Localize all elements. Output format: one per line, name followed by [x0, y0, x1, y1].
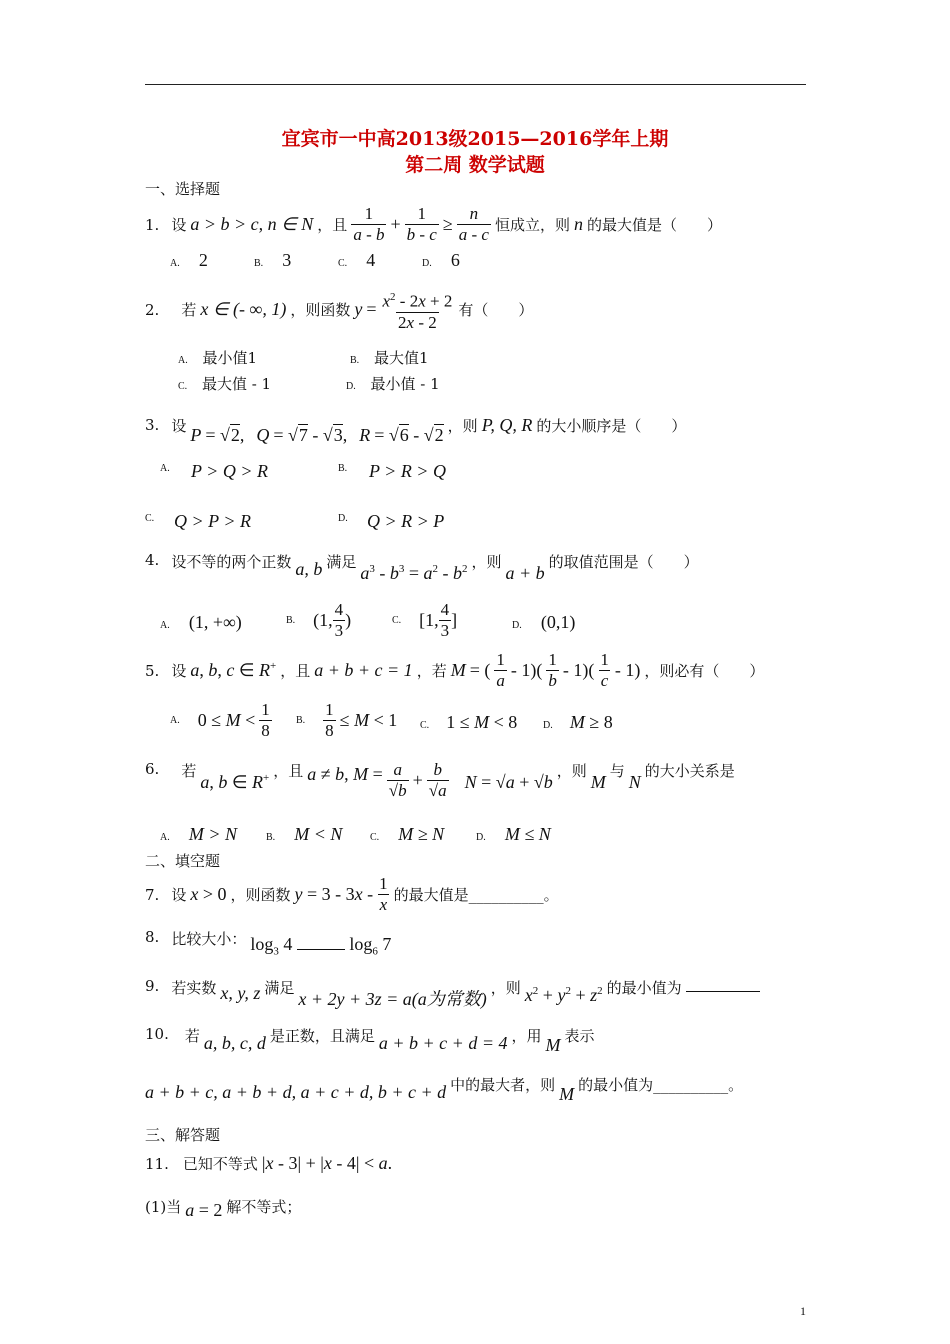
q1-text: ，且 — [317, 216, 348, 234]
q9-text: ，则 — [490, 979, 521, 997]
q2-option-a: A. 最小值1 — [178, 349, 258, 367]
q3-option-b: B. — [338, 463, 348, 474]
q9-equation: x + 2y + 3z = a(a为常数) — [298, 989, 487, 1009]
header-rule — [145, 84, 806, 85]
q11-text: 解不等式； — [226, 1198, 302, 1216]
q6-option-c: C. M ≥ N — [370, 824, 445, 844]
q10-text: 若 — [184, 1027, 200, 1045]
q1-condition: a > b > c, n ∈ N — [190, 214, 314, 234]
q2-option-d: D. 最小值 - 1 — [346, 375, 440, 393]
q8-text: 比较大小： — [171, 930, 247, 948]
question-5: 5. 设 a, b, c ∈ R+ ，且 a + b + c = 1 ，若 M = ( $\frac{1}{a}$ - 1)( $\frac{1}{b}$ - 1)( $\frac{1}{c}$ - 1) ，则必有（ ） — [145, 650, 765, 690]
page-title: 宜宾市一中高2013级2015—2016学年上期 — [281, 128, 669, 150]
q1-text: 的最大值是（ ） — [586, 216, 722, 234]
question-7: 7. 设 x > 0 ，则函数 y = 3 - 3x - $\frac{1}{x}$ 的最大值是__________。 — [145, 874, 559, 914]
q9-text: 满足 — [264, 979, 295, 997]
q1-option-c: C. 4 — [338, 250, 376, 270]
q5-sum: a + b + c = 1 — [314, 660, 413, 680]
q5-option-c: C. 1 ≤ M < 8 — [420, 712, 518, 732]
q5-text: ，则必有（ ） — [644, 662, 765, 680]
q4-apb: a + b — [505, 563, 545, 583]
q1-text: 恒成立，则 — [494, 216, 570, 234]
question-number: 11. — [145, 1154, 169, 1173]
section-fill: 二、填空题 — [145, 852, 221, 870]
q1-fraction-2: $\frac{1}{b - c}$ — [406, 204, 437, 244]
q5-option-b: B. $\frac{1}{8}$ ≤ M < 1 — [296, 700, 398, 740]
section-choice: 一、选择题 — [145, 180, 221, 198]
question-9: 9. 若实数 x, y, z 满足 x + 2y + 3z = a(a为常数) ，则 $x^2 + y^2 + z^2$ 的最小值为 — [145, 977, 760, 1011]
q1-fraction-1: $\frac{1}{a - b}$ — [353, 204, 385, 244]
q6-option-b: B. M < N — [266, 824, 343, 844]
q5-text: ，若 — [416, 662, 447, 680]
q2-condition: x ∈ (- ∞, 1) — [200, 299, 287, 320]
question-8: 8. 比较大小： $\log_3 4$ $\log_6 7$ — [145, 928, 392, 958]
question-number: 7. — [145, 885, 160, 904]
q10-text: 中的最大者，则 — [450, 1076, 556, 1094]
q1-option-d: D. 6 — [422, 250, 460, 270]
q7-text: ，则函数 — [230, 886, 291, 904]
q10-equation: a + b + c + d = 4 — [378, 1033, 508, 1053]
q7-text: 的最大值是__________。 — [393, 886, 559, 904]
question-number: 4. — [145, 551, 160, 569]
q3-text: 的大小顺序是（ ） — [536, 416, 687, 435]
q4-ab: a, b — [295, 559, 323, 579]
page-subtitle: 第二周 数学试题 — [405, 154, 545, 176]
q10-text: 是正数，且满足 — [269, 1027, 375, 1045]
question-number: 3. — [145, 416, 160, 434]
q10-M: M — [559, 1084, 575, 1104]
q2-text: 若 — [181, 301, 197, 320]
question-number: 10. — [145, 1025, 169, 1043]
q1-n: n — [573, 214, 583, 234]
q10-expressions: a + b + c, a + b + d, a + c + d, b + c + d — [145, 1082, 447, 1102]
page-number: 1 — [800, 1304, 806, 1318]
q9-text: 的最小值为 — [606, 979, 682, 997]
q1-text: 设 — [171, 216, 187, 234]
q3-option-d: D. — [338, 513, 348, 524]
q4-text: ，则 — [471, 553, 502, 571]
question-6: 6. 若 a, b ∈ R+ ，且 a ≠ b, M = $\frac{a}{√b}$ + $\frac{b}{√a}$ N = √a + √b ，则 M 与 N 的大小关系是 — [145, 760, 735, 800]
q10-text: ，用 — [511, 1027, 542, 1045]
question-number: 6. — [145, 760, 160, 778]
question-4: 4. 设不等的两个正数 a, b 满足 $a^3 - b^3 = a^2 - b^2$ ，则 a + b 的取值范围是（ ） — [145, 551, 699, 583]
q11-text: (1)当 — [145, 1198, 182, 1216]
q10-abcd: a, b, c, d — [203, 1033, 266, 1053]
q10-M: M — [545, 1035, 561, 1055]
q6-option-d: D. M ≤ N — [476, 824, 551, 844]
q6-text: 的大小关系是 — [644, 762, 735, 780]
q4-option-c: C. [1, $\frac{4}{3}$ ] — [392, 600, 458, 640]
question-number: 2. — [145, 300, 160, 319]
q9-text: 若实数 — [171, 979, 217, 997]
q2-option-b: B. 最大值1 — [350, 349, 429, 367]
question-2: 2. 若 x ∈ (- ∞, 1) ，则函数 y = $\frac{x^2 - 2x + 2}{2x - 2}$ 有（ ） — [145, 287, 533, 333]
question-10 — [145, 1025, 595, 1056]
q3-text: 设 — [171, 416, 187, 435]
q6-text: 若 — [181, 762, 197, 780]
question-number: 9. — [145, 977, 160, 995]
q2-function: $\frac{x^2 - 2x + 2}{2x - 2}$ — [382, 291, 453, 332]
q5-option-a: A. 0 ≤ M < $\frac{1}{8}$ — [170, 700, 270, 740]
q4-option-a: A. (1, +∞) — [160, 612, 242, 632]
q5-text: ，且 — [280, 662, 311, 680]
q6-text: ，且 — [273, 762, 304, 780]
q1-option-b: B. 3 — [254, 250, 292, 270]
q3-option-c-text: Q > P > R — [174, 511, 251, 531]
q6-text: 与 — [609, 762, 625, 780]
q1-fraction-3: $\frac{n}{a - c}$ — [458, 204, 489, 244]
question-11-part-1: (1)当 a = 2 解不等式； — [145, 1198, 302, 1220]
q3-option-d-text: Q > R > P — [367, 511, 445, 531]
question-number: 1. — [145, 215, 160, 234]
q10-text: 的最小值为__________。 — [578, 1076, 744, 1094]
q3-text: ，则 — [447, 416, 478, 435]
q4-option-b: B. (1, $\frac{4}{3}$ ) — [286, 600, 352, 640]
q2-text: 有（ ） — [458, 301, 534, 320]
q4-text: 满足 — [326, 553, 357, 571]
q10-text: 表示 — [564, 1027, 595, 1045]
q6-option-a: A. M > N — [160, 824, 237, 844]
q9-xyz: x, y, z — [220, 983, 261, 1003]
q4-text: 的取值范围是（ ） — [548, 553, 699, 571]
q2-option-c: C. 最大值 - 1 — [178, 375, 272, 393]
question-11: 11. 已知不等式 |x - 3| + |x - 4| < a. — [145, 1153, 393, 1173]
q4-text: 设不等的两个正数 — [171, 553, 292, 571]
q1-option-a: A. 2 — [170, 250, 208, 270]
q11-text: 已知不等式 — [182, 1155, 258, 1173]
question-3: 3. 设 P = √2, Q = √7 - √3, R = √6 - √2 ，则 P, Q, R 的大小顺序是（ ） — [145, 414, 687, 445]
q7-text: 设 — [171, 886, 187, 904]
q2-text: ，则函数 — [290, 301, 351, 320]
q3-pqr: P, Q, R — [481, 414, 533, 435]
q6-text: ，则 — [556, 762, 587, 780]
q4-option-d: D. (0,1) — [512, 612, 576, 632]
q9-answer-blank[interactable] — [686, 977, 760, 992]
q3-option-a: A. — [160, 463, 170, 474]
question-number: 8. — [145, 928, 160, 946]
question-10-line2 — [145, 1074, 743, 1105]
q3-option-b-text: P > R > Q — [369, 461, 446, 481]
q5-text: 设 — [171, 662, 187, 680]
section-answer: 三、解答题 — [145, 1126, 221, 1144]
question-number: 5. — [145, 661, 160, 680]
q3-option-a-text: P > Q > R — [191, 461, 268, 481]
question-1: 1. 设 a > b > c, n ∈ N ，且 $\frac{1}{a - b}$ + $\frac{1}{b - c}$ ≥ $\frac{n}{a - c}$ 恒成立，则 n 的最大值是（ ） — [145, 204, 722, 244]
q5-option-d: D. M ≥ 8 — [543, 712, 613, 732]
q3-option-c: C. — [145, 513, 155, 524]
